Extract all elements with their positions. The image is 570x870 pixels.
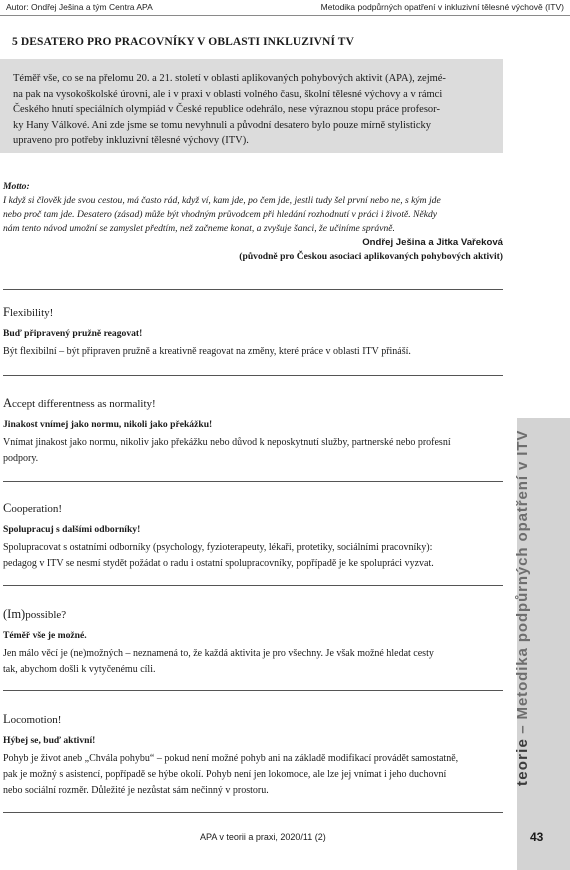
title-rest: ocomotion! bbox=[10, 714, 62, 726]
motto-label: Motto: bbox=[3, 181, 30, 192]
title-initial: (Im) bbox=[3, 607, 26, 621]
motto-author: Ondřej Ješina a Jitka Vařeková bbox=[362, 237, 503, 248]
running-header bbox=[0, 0, 570, 16]
divider bbox=[3, 375, 503, 376]
title-initial: C bbox=[3, 501, 12, 515]
principle-text bbox=[3, 435, 503, 467]
intro-line: Téměř vše, co se na přelomu 20. a 21. století v oblasti aplikovaných pohybových aktivit (APA), zejmé- bbox=[13, 73, 446, 84]
header-author: Autor: Ondřej Ješina a tým Centra APA bbox=[6, 2, 153, 12]
divider bbox=[3, 289, 503, 290]
text-line: Spolupracovat s ostatními odborníky (psychology, fyzioterapeuty, lékaři, protetiky, sociálními pracovníky): bbox=[3, 542, 433, 553]
text-line: pedagog v ITV se nesmí stydět požádat o radu i ostatní spolupracovníky, popřípadě je ke spolupráci vyzvat. bbox=[3, 558, 434, 569]
footer-journal: APA v teorii a praxi, 2020/11 (2) bbox=[200, 832, 326, 842]
intro-line: na pak na vysokoškolské úrovni, ale i v praxi v oblasti volného času, školní tělesné výchovy a v rámci bbox=[13, 88, 443, 100]
title-rest: ooperation! bbox=[11, 503, 63, 515]
principle-title bbox=[3, 501, 503, 517]
principle-text bbox=[3, 646, 503, 678]
side-tab-light: – Metodika podpůrných opatření v ITV bbox=[514, 429, 531, 734]
principle-text bbox=[3, 540, 503, 572]
principle-title bbox=[3, 712, 503, 728]
title-rest: lexibility! bbox=[9, 307, 54, 319]
title-initial: A bbox=[3, 396, 13, 410]
principle-text bbox=[3, 751, 503, 799]
text-line: podpory. bbox=[3, 453, 39, 464]
title-rest: possible? bbox=[25, 609, 67, 621]
side-tab-strong: teorie bbox=[514, 737, 531, 786]
principle-cooperation bbox=[3, 501, 503, 572]
divider bbox=[3, 481, 503, 482]
text-line: Jen málo věcí je (ne)možných – neznamená to, že každá aktivita je pro všechny. Je však možné hledat cesty bbox=[3, 648, 434, 659]
divider bbox=[3, 690, 503, 691]
title-initial: F bbox=[3, 305, 10, 319]
title-rest: ccept differentness as normality! bbox=[12, 398, 156, 410]
principle-subtitle: Hýbej se, buď aktivní! bbox=[3, 735, 96, 746]
text-line: Vnímat jinakost jako normu, nikoliv jako překážku nebo důvod k neposkytnutí služby, partnerské nebo profesní bbox=[3, 437, 451, 448]
text-line: nebo sociální rozměr. Důležité je nezůstat sám nečinný v prostoru. bbox=[3, 785, 269, 796]
page-number: 43 bbox=[530, 830, 544, 844]
principle-title bbox=[3, 607, 503, 623]
principle-subtitle: Jinakost vnímej jako normu, nikoli jako překážku! bbox=[3, 419, 213, 430]
divider bbox=[3, 585, 503, 586]
intro-line: Českého hnutí speciálních olympiád v České republice odehrálo, nese výraznou stopu práce profesor- bbox=[13, 104, 440, 116]
section-title: 5 DESATERO PRO PRACOVNÍKY V OBLASTI INKLUZIVNÍ TV bbox=[12, 36, 354, 48]
intro-line: ky Hany Válkové. Ani zde jsme se tomu nevyhnuli a původní desatero bylo pouze mírně stylisticky bbox=[13, 119, 431, 131]
principle-title bbox=[3, 396, 503, 412]
text-line: Pohyb je život aneb „Chvála pohybu“ – pokud není možné pohyb ani na základě modifikací provádět samostatně, bbox=[3, 753, 459, 764]
principle-subtitle: Spolupracuj s dalšími odborníky! bbox=[3, 524, 141, 535]
intro-box bbox=[0, 59, 503, 153]
principle-subtitle: Buď připravený pružně reagovat! bbox=[3, 328, 143, 339]
principle-title bbox=[3, 305, 503, 321]
motto-block bbox=[3, 180, 503, 264]
motto-line: nebo proč tam jde. Desatero (zásad) může být vhodným průvodcem při hledání rozhodnutí v práci i životě. Někdy bbox=[3, 209, 438, 220]
principle-impossible bbox=[3, 607, 503, 678]
motto-line: nám tento návod umožní se zamyslet předtím, než začneme konat, a zvyšuje šanci, že učiníme správně. bbox=[3, 223, 395, 234]
motto-line: I když si člověk jde svou cestou, má často rád, když ví, kam jde, po čem jde, jestli tudy šel první nebo ne, s kým jde bbox=[3, 195, 441, 206]
footer-rule bbox=[3, 812, 503, 813]
text-line: pak je možný s asistencí, popřípadě se hýbe okolí. Pohyb není jen lokomoce, ale lze jej vnímat i jeho duchovní bbox=[3, 769, 447, 780]
principle-subtitle: Téměř vše je možné. bbox=[3, 630, 87, 641]
header-title: Metodika podpůrných opatření v inkluzivní tělesné výchově (ITV) bbox=[320, 2, 564, 12]
text-line: tak, abychom došli k vytyčenému cíli. bbox=[3, 664, 156, 675]
text-line: Být flexibilní – být připraven pružně a kreativně reagovat na změny, které práce v oblasti ITV přináší. bbox=[3, 346, 411, 357]
title-initial: L bbox=[3, 712, 11, 726]
principle-accept-differentness bbox=[3, 396, 503, 467]
principle-flexibility bbox=[3, 305, 503, 360]
principle-locomotion bbox=[3, 712, 503, 799]
motto-organization: (původně pro Českou asociaci aplikovaných pohybových aktivit) bbox=[239, 251, 503, 262]
principle-text bbox=[3, 344, 503, 360]
intro-line: upraveno pro potřeby inkluzivní tělesné výchovy (ITV). bbox=[13, 135, 249, 147]
